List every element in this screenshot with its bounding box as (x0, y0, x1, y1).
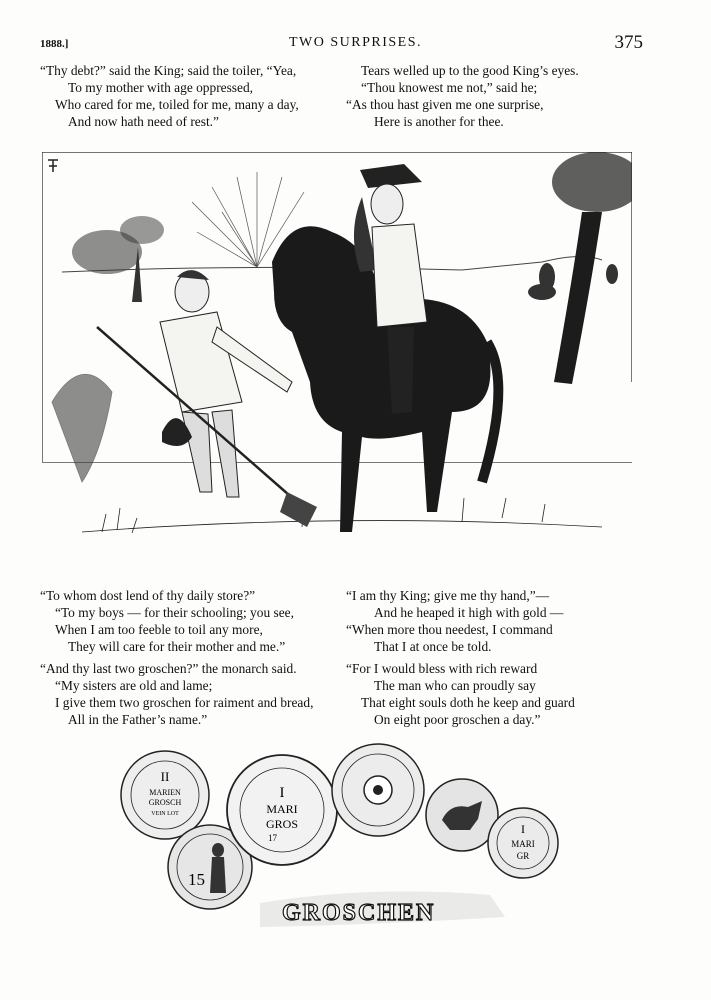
groschen-title: GROSCHEN (282, 900, 436, 926)
verse-line: When I am too feeble to toil any more, (55, 622, 263, 637)
coin-marien-groschen (121, 751, 209, 839)
stanza-2 (346, 62, 579, 130)
verse-line: “For I would bless with rich reward (346, 661, 538, 676)
groschen-coins-illustration (110, 735, 570, 935)
verse-line: They will care for their mother and me.” (68, 639, 286, 654)
verse-line: “Thy debt?” said the King; said the toiler, “Yea, (40, 63, 297, 78)
svg-text:VEIN LOT: VEIN LOT (151, 811, 179, 817)
king-and-toiler-illustration (42, 152, 632, 562)
svg-text:GROS: GROS (265, 817, 299, 831)
verse-line: That eight souls doth he keep and guard (361, 695, 575, 710)
verse-line: Here is another for thee. (374, 114, 504, 129)
verse-line: All in the Father’s name.” (68, 712, 208, 727)
svg-text:MARI: MARI (266, 802, 298, 816)
coin-rose (332, 744, 424, 836)
svg-text:II: II (160, 769, 170, 784)
verse-line: “Thou knowest me not,” said he; (361, 80, 538, 95)
coin-small-mari-gr (488, 808, 558, 878)
verse-line: The man who can proudly say (374, 678, 536, 693)
verse-line: “And thy last two groschen?” the monarch said. (40, 661, 297, 676)
verse-line: Who cared for me, toiled for me, many a day, (55, 97, 299, 112)
verse-line: And now hath need of rest.” (68, 114, 219, 129)
svg-text:GR: GR (516, 851, 530, 861)
svg-text:15: 15 (188, 870, 205, 889)
verse-line: On eight poor groschen a day.” (374, 712, 541, 727)
coin-horse (426, 779, 498, 851)
svg-text:I: I (279, 785, 285, 801)
svg-text:GROSCH: GROSCH (148, 798, 182, 807)
verse-line: “As thou hast given me one surprise, (346, 97, 544, 112)
verse-line: “To whom dost lend of thy daily store?” (40, 588, 256, 603)
running-title: TWO SURPRISES. (288, 35, 423, 50)
stanza-1 (40, 62, 299, 130)
svg-text:MARI: MARI (511, 839, 535, 849)
stanza-5 (40, 660, 313, 728)
page-header (0, 34, 711, 54)
stanza-3 (40, 587, 294, 655)
stanza-4 (346, 587, 563, 655)
verse-line: And he heaped it high with gold — (374, 605, 564, 620)
verse-line: “I am thy King; give me thy hand,”— (346, 588, 550, 603)
verse-line: “To my boys — for their schooling; you see, (55, 605, 294, 620)
stanza-6 (346, 660, 575, 728)
page-number: 375 (614, 32, 643, 53)
coin-mari-gros (227, 755, 337, 865)
verse-line: To my mother with age oppressed, (68, 80, 254, 95)
verse-line: “My sisters are old and lame; (55, 678, 213, 693)
svg-text:17: 17 (268, 833, 277, 843)
verse-line: “When more thou needest, I command (346, 622, 553, 637)
svg-text:MARIEN: MARIEN (149, 788, 181, 797)
verse-line: Tears welled up to the good King’s eyes. (361, 63, 579, 78)
verse-line: That I at once be told. (374, 639, 492, 654)
groschen-banner (260, 891, 505, 927)
svg-text:I: I (521, 822, 525, 836)
issue-date: 1888.] (40, 38, 69, 50)
verse-line: I give them two groschen for raiment and bread, (55, 695, 314, 710)
